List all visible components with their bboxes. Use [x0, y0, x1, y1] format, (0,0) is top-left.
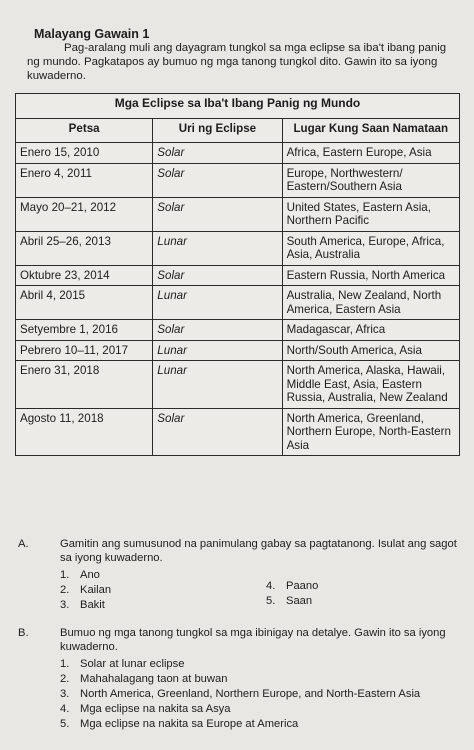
list-number: 5.	[60, 718, 70, 730]
table-row	[16, 286, 460, 320]
list-item	[266, 594, 318, 609]
table-row	[16, 340, 460, 361]
list-label: Kailan	[80, 584, 112, 596]
list-item	[60, 702, 458, 717]
section-letter: B.	[18, 627, 29, 639]
list-number: 2.	[60, 584, 70, 596]
column-header-place: Lugar Kung Saan Namataan	[282, 119, 459, 143]
type-cell: Lunar	[153, 231, 282, 265]
section-b	[18, 627, 458, 732]
list-item	[60, 568, 266, 583]
list-item	[60, 583, 266, 598]
type-cell: Solar	[153, 265, 282, 286]
place-cell: North/South America, Asia	[282, 340, 459, 361]
list-number: 4.	[266, 580, 276, 592]
list-label: Mga eclipse na nakita sa Asya	[80, 703, 231, 715]
place-cell: Europe, Northwestern/ Eastern/Southern Asia	[282, 163, 459, 197]
table-row	[16, 231, 460, 265]
intro-paragraph	[27, 41, 457, 83]
list-item	[60, 687, 458, 702]
question-words-col-1	[60, 568, 266, 613]
date-cell: Enero 15, 2010	[16, 143, 153, 164]
section-b-instructions: Bumuo ng mga tanong tungkol sa mga ibinigay na detalye. Gawin ito sa iyong kuwaderno.	[60, 627, 446, 653]
activity-title: Malayang Gawain 1	[34, 27, 150, 41]
column-header-type: Uri ng Eclipse	[153, 119, 282, 143]
date-cell: Abril 25–26, 2013	[16, 231, 153, 265]
place-cell: United States, Eastern Asia, Northern Pacific	[282, 197, 459, 231]
place-cell: Eastern Russia, North America	[282, 265, 459, 286]
list-label: Mahahalagang taon at buwan	[80, 673, 228, 685]
list-item	[60, 717, 458, 732]
table-body	[16, 143, 460, 456]
table-row	[16, 163, 460, 197]
detail-list	[60, 657, 458, 732]
place-cell: South America, Europe, Africa, Asia, Australia	[282, 231, 459, 265]
intro-line: ng mundo. Pagkatapos ay bumuo ng mga tanong tungkol dito. Gawin ito sa iyong	[27, 56, 438, 68]
list-item	[60, 657, 458, 672]
type-cell: Solar	[153, 408, 282, 456]
table-row	[16, 265, 460, 286]
type-cell: Solar	[153, 197, 282, 231]
type-cell: Solar	[153, 143, 282, 164]
date-cell: Pebrero 10–11, 2017	[16, 340, 153, 361]
list-number: 4.	[60, 703, 70, 715]
date-cell: Enero 4, 2011	[16, 163, 153, 197]
list-label: North America, Greenland, Northern Europe, and North-Eastern Asia	[80, 688, 421, 700]
list-label: Ano	[80, 569, 100, 581]
date-cell: Agosto 11, 2018	[16, 408, 153, 456]
type-cell: Lunar	[153, 340, 282, 361]
place-cell: North America, Alaska, Hawaii, Middle East, Asia, Eastern Russia, Australia, New Zealand	[282, 361, 459, 409]
place-cell: Australia, New Zealand, North America, Eastern Asia	[282, 286, 459, 320]
list-number: 3.	[60, 688, 70, 700]
list-label: Solar at lunar eclipse	[80, 658, 185, 670]
question-word-list	[60, 565, 458, 613]
date-cell: Abril 4, 2015	[16, 286, 153, 320]
section-letter: A.	[18, 538, 29, 550]
list-label: Saan	[286, 595, 313, 607]
table-row	[16, 197, 460, 231]
type-cell: Lunar	[153, 286, 282, 320]
table-row	[16, 408, 460, 456]
list-number: 5.	[266, 595, 276, 607]
table-row	[16, 361, 460, 409]
section-a	[18, 538, 458, 613]
column-header-date: Petsa	[16, 119, 153, 143]
list-number: 3.	[60, 599, 70, 611]
type-cell: Lunar	[153, 361, 282, 409]
date-cell: Oktubre 23, 2014	[16, 265, 153, 286]
list-number: 1.	[60, 658, 70, 670]
type-cell: Solar	[153, 163, 282, 197]
list-item	[60, 672, 458, 687]
eclipse-table	[15, 93, 460, 456]
section-a-instructions: Gamitin ang sumusunod na panimulang gabay sa pagtatanong. Isulat ang sagot sa iyong kuwaderno.	[60, 538, 457, 564]
table-row	[16, 143, 460, 164]
intro-line: kuwaderno.	[27, 70, 86, 82]
date-cell: Setyembre 1, 2016	[16, 320, 153, 341]
list-label: Paano	[286, 580, 319, 592]
list-label: Mga eclipse na nakita sa Europe at America	[80, 718, 299, 730]
type-cell: Solar	[153, 320, 282, 341]
table-caption: Mga Eclipse sa Iba't Ibang Panig ng Mundo	[16, 94, 460, 119]
list-item	[266, 579, 318, 594]
list-number: 1.	[60, 569, 70, 581]
place-cell: Madagascar, Africa	[282, 320, 459, 341]
list-item	[60, 598, 266, 613]
place-cell: Africa, Eastern Europe, Asia	[282, 143, 459, 164]
date-cell: Mayo 20–21, 2012	[16, 197, 153, 231]
list-number: 2.	[60, 673, 70, 685]
date-cell: Enero 31, 2018	[16, 361, 153, 409]
table-row	[16, 320, 460, 341]
intro-line: Pag-aralang muli ang dayagram tungkol sa mga eclipse sa iba't ibang panig	[64, 42, 447, 54]
list-label: Bakit	[80, 599, 105, 611]
question-words-col-2	[266, 579, 318, 613]
place-cell: North America, Greenland, Northern Europe, North-Eastern Asia	[282, 408, 459, 456]
